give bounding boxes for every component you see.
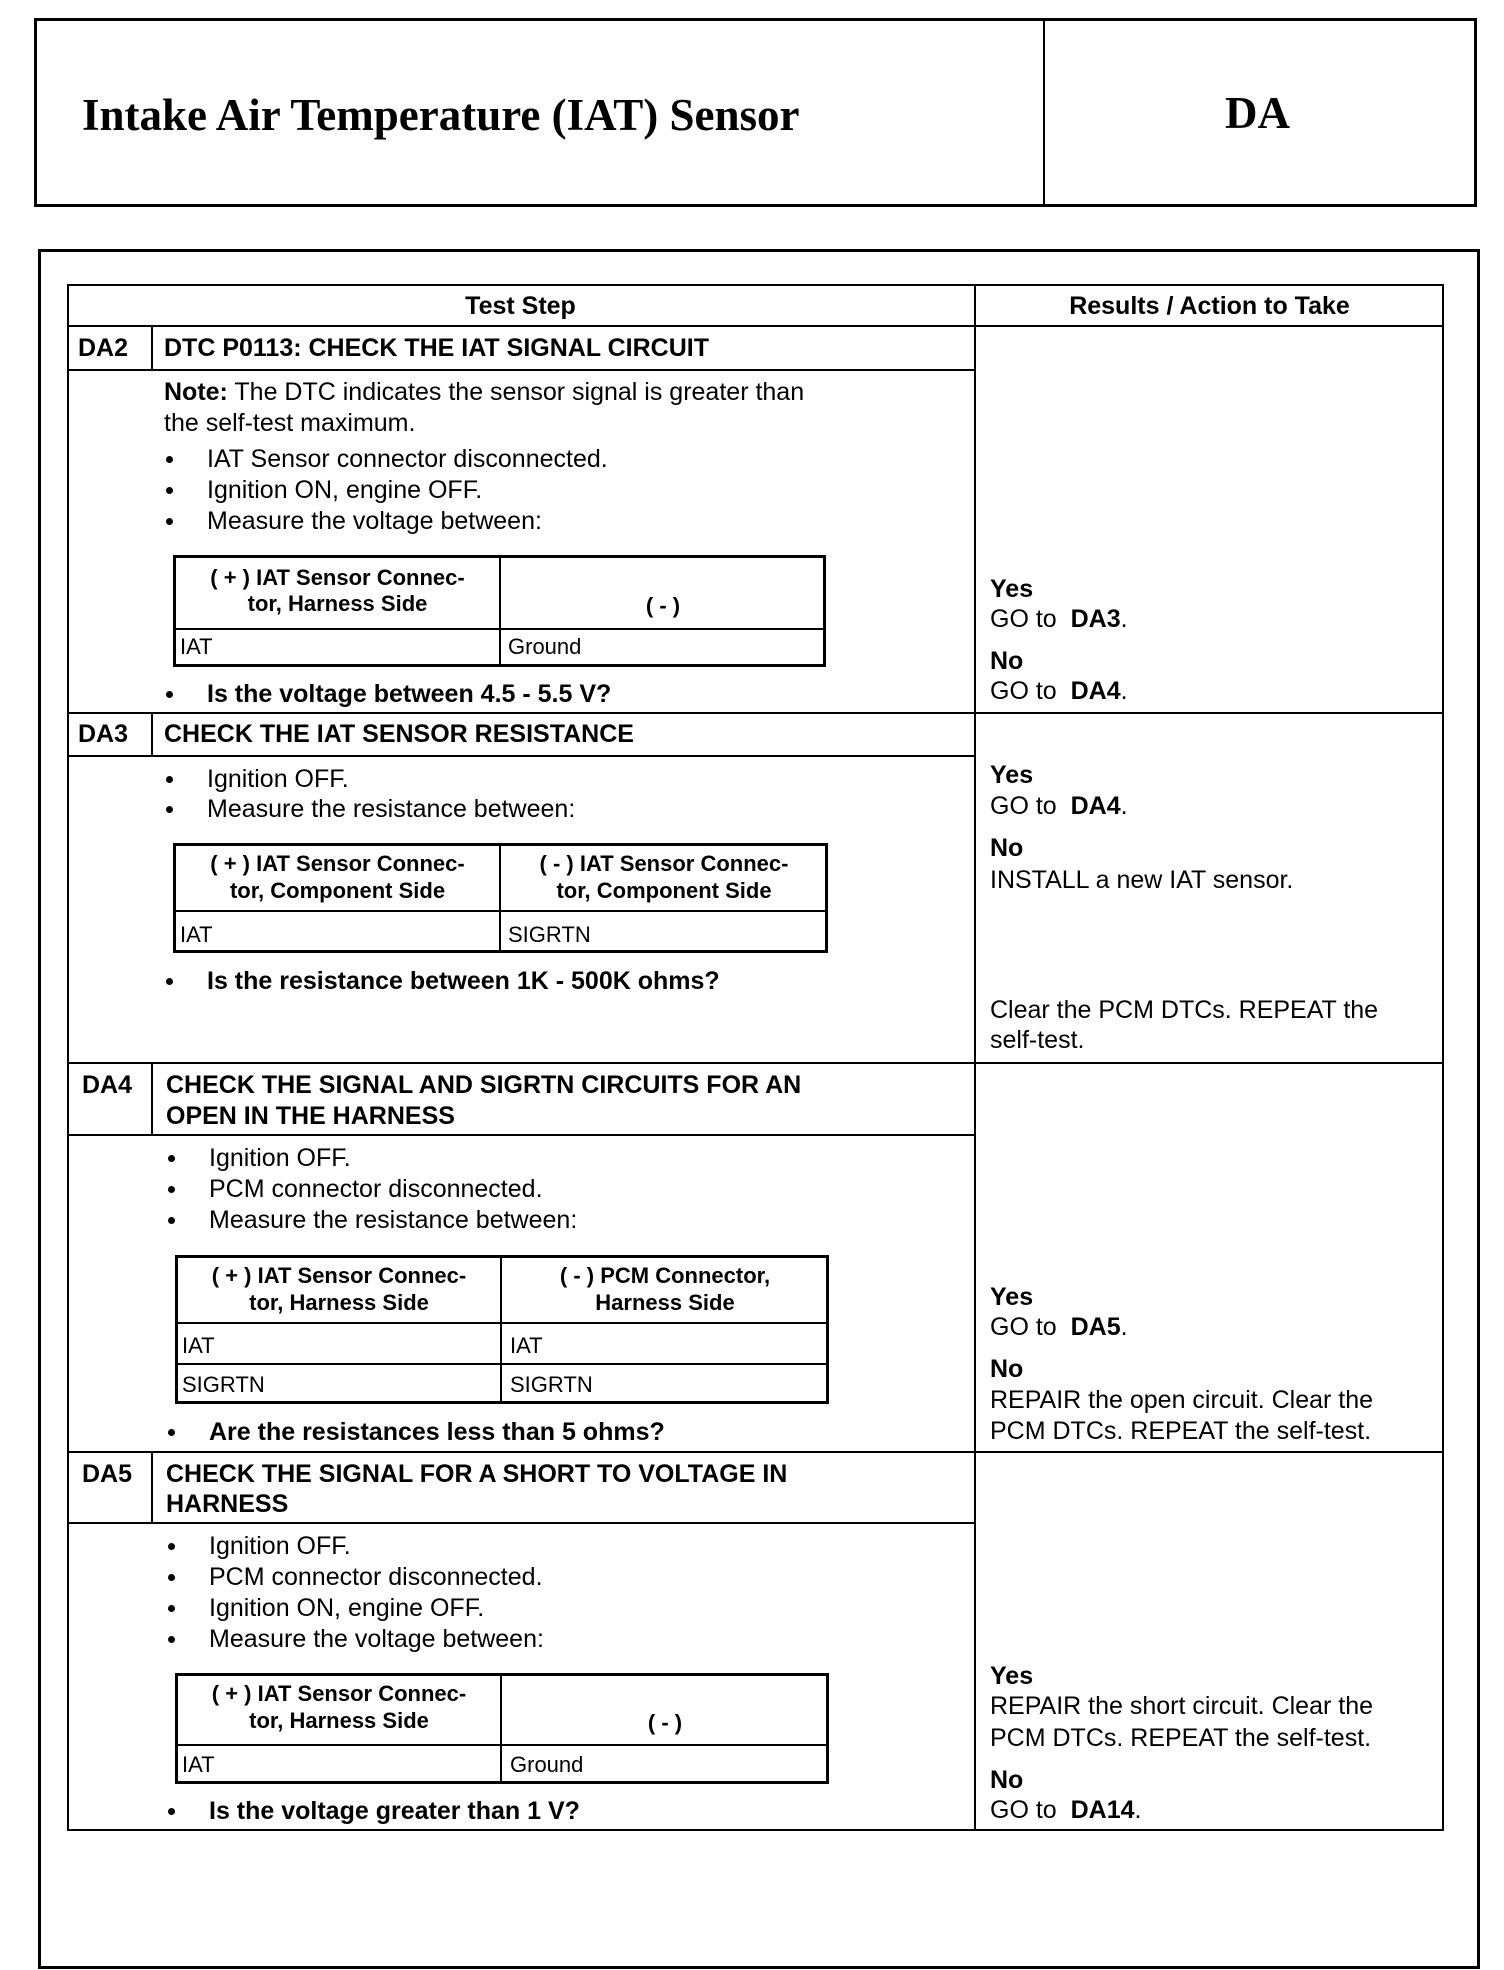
step-title-divider	[67, 1522, 974, 1524]
row-divider	[175, 1744, 829, 1746]
bullet-icon	[168, 1605, 175, 1612]
meas-header: ( - ) IAT Sensor Connec-	[539, 851, 789, 876]
meas-cell: IAT	[510, 1333, 543, 1358]
meas-header: tor, Harness Side	[249, 1290, 429, 1315]
meas-cell: IAT	[180, 922, 213, 947]
bullet-item: Ignition OFF.	[209, 1144, 351, 1172]
meas-header: ( + ) IAT Sensor Connec-	[211, 1681, 467, 1706]
result-note: self-test.	[990, 1026, 1085, 1054]
bullet-item: Measure the voltage between:	[209, 1625, 544, 1653]
step-title-divider	[67, 1134, 974, 1136]
bullet-item: Ignition ON, engine OFF.	[207, 476, 483, 504]
bullet-icon	[168, 1808, 175, 1815]
bullet-item: IAT Sensor connector disconnected.	[207, 445, 608, 473]
meas-header: ( + ) IAT Sensor Connec-	[211, 1263, 467, 1288]
step-title: CHECK THE IAT SENSOR RESISTANCE	[164, 720, 634, 748]
meas-header: tor, Harness Side	[247, 591, 428, 616]
result-yes-action: GO to DA3.	[990, 605, 1128, 633]
section-divider	[67, 712, 1444, 714]
goto-link[interactable]: DA14	[1070, 1796, 1135, 1824]
step-title: CHECK THE SIGNAL AND SIGRTN CIRCUITS FOR AN	[166, 1071, 802, 1099]
meas-header: ( - ) PCM Connector,	[559, 1263, 771, 1288]
meas-cell: IAT	[180, 634, 213, 659]
result-no-label: No	[990, 647, 1024, 675]
goto-link[interactable]: DA5	[1070, 1313, 1121, 1341]
goto-link[interactable]: DA3	[1070, 605, 1121, 633]
bullet-item: Measure the resistance between:	[209, 1206, 578, 1234]
result-no-label: No	[990, 1766, 1024, 1794]
step-title: HARNESS	[166, 1490, 289, 1518]
bullet-icon	[166, 806, 173, 813]
bullet-item: PCM connector disconnected.	[209, 1563, 543, 1591]
step-id-divider	[151, 712, 153, 755]
meas-header: Harness Side	[595, 1290, 735, 1315]
column-divider	[974, 284, 976, 1831]
meas-header: ( + ) IAT Sensor Connec-	[210, 851, 465, 876]
section-divider	[67, 1451, 1444, 1453]
bullet-item: Ignition ON, engine OFF.	[209, 1594, 485, 1622]
result-no-action: REPAIR the open circuit. Clear the	[990, 1386, 1374, 1414]
header-divider	[1043, 18, 1045, 207]
page-title: Intake Air Temperature (IAT) Sensor	[82, 90, 800, 140]
result-yes-action: REPAIR the short circuit. Clear the	[990, 1692, 1374, 1720]
bullet-icon	[166, 978, 173, 985]
section-divider	[67, 1062, 1444, 1064]
step-title: CHECK THE SIGNAL FOR A SHORT TO VOLTAGE IN	[166, 1460, 788, 1488]
result-no-label: No	[990, 834, 1024, 862]
note-line	[164, 377, 804, 407]
col-header-results: Results / Action to Take	[1069, 292, 1350, 320]
row-divider	[175, 1363, 829, 1365]
step-id: DA2	[78, 334, 129, 362]
section-code: DA	[1225, 88, 1290, 138]
goto-link[interactable]: DA4	[1070, 677, 1121, 705]
result-note: Clear the PCM DTCs. REPEAT the	[990, 996, 1379, 1024]
meas-header: tor, Harness Side	[249, 1708, 429, 1733]
result-yes-label: Yes	[990, 1662, 1034, 1690]
row-divider	[175, 1322, 829, 1324]
bullet-icon	[168, 1543, 175, 1550]
bullet-item: Measure the resistance between:	[207, 795, 576, 823]
table-header-divider	[67, 325, 1444, 327]
result-no-action: GO to DA14.	[990, 1796, 1142, 1824]
meas-cell: IAT	[182, 1752, 215, 1777]
meas-cell: Ground	[510, 1752, 584, 1777]
meas-cell: SIGRTN	[508, 922, 591, 947]
result-no-action: INSTALL a new IAT sensor.	[990, 866, 1294, 894]
meas-cell: Ground	[508, 634, 582, 659]
bullet-item: PCM connector disconnected.	[209, 1175, 543, 1203]
bullet-icon	[168, 1574, 175, 1581]
step-id: DA3	[78, 720, 129, 748]
meas-header: ( - )	[645, 593, 681, 618]
bullet-icon	[166, 691, 173, 698]
result-no-action: GO to DA4.	[990, 677, 1128, 705]
step-title: OPEN IN THE HARNESS	[166, 1102, 455, 1130]
col-header-test-step: Test Step	[465, 292, 576, 320]
step-id: DA5	[82, 1460, 133, 1488]
bullet-item: Ignition OFF.	[209, 1532, 351, 1560]
result-no-action: PCM DTCs. REPEAT the self-test.	[990, 1417, 1372, 1445]
note-line: the self-test maximum.	[164, 409, 416, 437]
meas-header: tor, Component Side	[229, 878, 446, 903]
result-no-label: No	[990, 1355, 1024, 1383]
result-yes-action: GO to DA4.	[990, 792, 1128, 820]
bullet-icon	[166, 518, 173, 525]
result-yes-action: GO to DA5.	[990, 1313, 1128, 1341]
step-title-divider	[67, 369, 974, 371]
meas-header: tor, Component Side	[556, 878, 772, 903]
step-id: DA4	[82, 1071, 133, 1099]
step-title: DTC P0113: CHECK THE IAT SIGNAL CIRCUIT	[164, 334, 709, 362]
bullet-icon	[168, 1186, 175, 1193]
result-yes-action: PCM DTCs. REPEAT the self-test.	[990, 1724, 1372, 1752]
step-id-divider	[151, 1062, 153, 1134]
question: Is the resistance between 1K - 500K ohms?	[207, 967, 720, 995]
bullet-icon	[168, 1429, 175, 1436]
meas-cell: SIGRTN	[182, 1372, 265, 1397]
result-yes-label: Yes	[990, 1283, 1034, 1311]
meas-header: ( - )	[647, 1710, 683, 1735]
goto-link[interactable]: DA4	[1070, 792, 1121, 820]
note-text: The DTC indicates the sensor signal is greater than	[234, 378, 805, 406]
bullet-icon	[168, 1217, 175, 1224]
bullet-item: Measure the voltage between:	[207, 507, 542, 535]
meas-cell: IAT	[182, 1333, 215, 1358]
step-id-divider	[151, 1451, 153, 1522]
note-label: Note:	[164, 378, 228, 406]
meas-header: ( + ) IAT Sensor Connec-	[210, 565, 465, 590]
bullet-item: Ignition OFF.	[207, 765, 349, 793]
question: Are the resistances less than 5 ohms?	[209, 1418, 665, 1446]
question: Is the voltage greater than 1 V?	[209, 1797, 580, 1825]
step-id-divider	[151, 326, 153, 369]
bullet-icon	[168, 1155, 175, 1162]
question: Is the voltage between 4.5 - 5.5 V?	[207, 680, 612, 708]
result-yes-label: Yes	[990, 761, 1034, 789]
bullet-icon	[166, 456, 173, 463]
result-yes-label: Yes	[990, 575, 1034, 603]
bullet-icon	[168, 1636, 175, 1643]
step-title-divider	[67, 755, 974, 757]
meas-cell: SIGRTN	[510, 1372, 593, 1397]
bullet-icon	[166, 776, 173, 783]
bullet-icon	[166, 487, 173, 494]
